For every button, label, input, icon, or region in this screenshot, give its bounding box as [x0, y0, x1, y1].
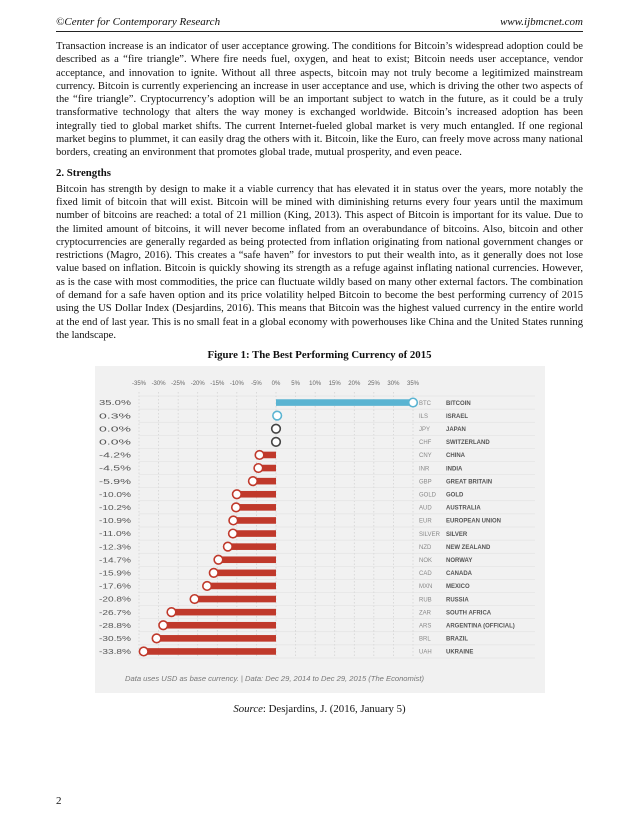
value-label: -10.0%: [98, 490, 131, 500]
bar-end-marker: [271, 425, 280, 434]
bar: [194, 596, 275, 603]
currency-code: ZAR: [418, 610, 431, 617]
bar-end-marker: [202, 582, 211, 591]
currency-code: ILS: [418, 414, 428, 421]
x-tick-label: 0%: [271, 381, 280, 388]
body-paragraph-1: Transaction increase is an indicator of user acceptance growing. The conditions for Bitcoin’s widespread adoption could be described as a “fire triangle”. Where fire needs fuel, oxygen, and heat to exist; Bitcoin needs user acceptance, vendor acceptance, and innovation to ignite. Without all three aspects, bitcoin may not truly become a legitimized mainstream currency. Bitcoin is currently experiencing an increase in user acceptance and use, which is driving the other two aspects of the “fire triangle”. Cryptocurrency’s adoption will be an important subject to watch in the future, as it could be a truly transformative technology that alters the way money is exchanged worldwide. Bitcoin’s increased adoption has been integrally tied to global market shifts. The current Internet-fueled global market is very much entangled. If one regional market begins to plummet, it can easily drag the others with it. Bitcoin, like the Euro, can freely move across many national borders, creating an environment that promotes global trade, mutual prosperity, and even peace.: [56, 41, 583, 159]
currency-name: SWITZERLAND: [445, 440, 490, 447]
bar-end-marker: [248, 477, 257, 486]
bar: [218, 557, 276, 564]
bar-end-marker: [408, 398, 417, 407]
bar: [233, 517, 276, 524]
currency-code: MXN: [418, 584, 432, 591]
x-tick-label: -20%: [190, 381, 205, 388]
currency-name: INDIA: [445, 466, 462, 473]
bar: [171, 609, 276, 616]
x-tick-label: 10%: [308, 381, 321, 388]
currency-name: ARGENTINA (OFFICIAL): [445, 623, 515, 630]
body-paragraph-2: Bitcoin has strength by design to make it a viable currency that has elevated it in status over the years, more notably the fixed limit of bitcoin that will exist. Bitcoin will be mined with diminishing returns every four years until the maximum number of bitcoins are reached: a total of 21 million (King, 2013). This aspect of Bitcoin is important for its value. Due to the limited amount of bitcoins, it will never become inflated from an overabundance of bitcoins. Also, bitcoin and other cryptocurrencies are generally regarded as being protected from inflation originating from national government changes or restrictions (Magro, 2016). This creates a “safe haven” for investors to put their wealth into, as it generally does not lose value based on inflation. Bitcoin is quickly showing its strength as a refuge against inflating national currencies. However, as is the case with most commodities, the price can fluctuate wildly based on many other external factors. The combination of demand for a safe haven option and its price volatility helped Bitcoin to become the best performing currency of 2015 using the US Dollar Index (Desjardins, 2016). This means that Bitcoin was the highest valued currency in the entire world at the end of last year. This is no small feat in a global economy with powerhouses like China and the United States running the landscape.: [56, 183, 583, 341]
bar-end-marker: [158, 621, 167, 630]
bar: [143, 648, 275, 655]
bar: [227, 544, 275, 551]
bar: [236, 491, 275, 498]
value-label: -28.8%: [98, 621, 131, 631]
bar-end-marker: [190, 595, 199, 604]
x-tick-label: 30%: [386, 381, 399, 388]
currency-name: CHINA: [445, 453, 465, 460]
value-label: -10.2%: [98, 503, 131, 513]
figure-caption: [56, 349, 583, 361]
currency-name: BITCOIN: [445, 400, 471, 407]
currency-code: BRL: [418, 636, 431, 643]
value-label: -30.5%: [98, 634, 131, 644]
bar: [276, 399, 413, 406]
currency-code: BTC: [418, 400, 431, 407]
bar-end-marker: [254, 464, 263, 473]
currency-name: GOLD: [445, 492, 463, 499]
value-label: -12.3%: [98, 542, 131, 552]
bar-end-marker: [139, 647, 148, 656]
bar-end-marker: [232, 490, 241, 499]
page-header: [56, 15, 583, 32]
header-website: www.ijbmcnet.com: [500, 16, 583, 28]
bar-end-marker: [214, 556, 223, 565]
x-tick-label: 15%: [328, 381, 341, 388]
currency-code: UAH: [418, 649, 432, 656]
currency-chart: [95, 366, 545, 693]
bar: [156, 635, 275, 642]
currency-code: JPY: [418, 427, 430, 434]
currency-code: ARS: [418, 623, 431, 630]
x-tick-label: -35%: [131, 381, 146, 388]
x-tick-label: -15%: [209, 381, 224, 388]
currency-name: BRAZIL: [445, 636, 468, 643]
x-tick-label: 25%: [367, 381, 380, 388]
currency-name: SILVER: [445, 531, 467, 538]
bar-end-marker: [271, 438, 280, 447]
x-tick-label: 35%: [406, 381, 419, 388]
x-tick-label: -10%: [229, 381, 244, 388]
currency-name: EUROPEAN UNION: [445, 518, 501, 525]
currency-name: ISRAEL: [445, 414, 468, 421]
value-label: -11.0%: [98, 529, 131, 539]
figure-caption-text: : The Best Performing Currency of 2015: [245, 349, 432, 362]
header-journal: ©Center for Contemporary Research: [56, 16, 221, 28]
bar: [213, 570, 275, 577]
bar: [232, 530, 275, 537]
value-label: -26.7%: [98, 607, 131, 617]
currency-name: NEW ZEALAND: [445, 545, 490, 552]
section-heading: 2. Strengths: [56, 166, 111, 179]
currency-name: SOUTH AFRICA: [445, 610, 491, 617]
figure-source-label: Source: [233, 703, 263, 716]
currency-code: RUB: [418, 597, 432, 604]
bar-end-marker: [152, 634, 161, 643]
value-label: -4.2%: [98, 450, 132, 460]
value-label: 0.0%: [98, 437, 132, 447]
value-label: -17.6%: [98, 581, 131, 591]
value-label: 0.0%: [98, 424, 132, 434]
bar-end-marker: [255, 451, 264, 460]
currency-code: INR: [418, 466, 429, 473]
currency-code: SILVER: [418, 531, 440, 538]
figure-source: [56, 703, 583, 715]
currency-code: NZD: [418, 545, 431, 552]
figure-caption-label: Figure 1: [207, 349, 246, 362]
x-tick-label: -25%: [170, 381, 185, 388]
currency-name: RUSSIA: [445, 597, 469, 604]
value-label: -20.8%: [98, 594, 131, 604]
value-label: -5.9%: [98, 476, 132, 486]
bar-end-marker: [223, 543, 232, 552]
currency-name: AUSTRALIA: [445, 505, 481, 512]
currency-name: CANADA: [445, 571, 472, 578]
bar-end-marker: [167, 608, 176, 617]
x-tick-label: -5%: [250, 381, 262, 388]
bar-end-marker: [229, 516, 238, 525]
currency-code: AUD: [418, 505, 432, 512]
figure-source-text: : Desjardins, J. (2016, January 5): [262, 703, 406, 716]
currency-code: CAD: [418, 571, 432, 578]
currency-code: GOLD: [418, 492, 436, 499]
currency-code: EUR: [418, 518, 432, 525]
value-label: -15.9%: [98, 568, 131, 578]
value-label: -4.5%: [98, 463, 132, 473]
currency-code: NOK: [418, 558, 432, 565]
value-label: 0.3%: [98, 411, 132, 421]
value-label: 35.0%: [98, 398, 131, 408]
value-label: -10.9%: [98, 516, 131, 526]
value-label: -14.7%: [98, 555, 131, 565]
currency-chart-svg: [95, 366, 545, 693]
bar-end-marker: [228, 529, 237, 538]
currency-code: GBP: [418, 479, 432, 486]
currency-name: UKRAINE: [445, 649, 473, 656]
x-tick-label: -30%: [151, 381, 166, 388]
value-label: -33.8%: [98, 647, 131, 657]
bar: [207, 583, 276, 590]
page-number: 2: [56, 795, 62, 807]
currency-name: MEXICO: [445, 584, 470, 591]
bar: [163, 622, 276, 629]
bar-end-marker: [209, 569, 218, 578]
currency-name: JAPAN: [445, 427, 466, 434]
page-content: [56, 40, 583, 715]
x-tick-label: 5%: [290, 381, 300, 388]
x-tick-label: 20%: [347, 381, 360, 388]
bar-end-marker: [231, 503, 240, 512]
currency-code: CHF: [418, 440, 431, 447]
currency-code: CNY: [418, 453, 432, 460]
currency-name: GREAT BRITAIN: [445, 479, 492, 486]
chart-footnote: Data uses USD as base currency. | Data: Dec 29, 2014 to Dec 29, 2015 (The Economist): [124, 674, 424, 684]
currency-name: NORWAY: [445, 558, 472, 565]
bar: [236, 504, 276, 511]
bar-end-marker: [272, 412, 281, 421]
